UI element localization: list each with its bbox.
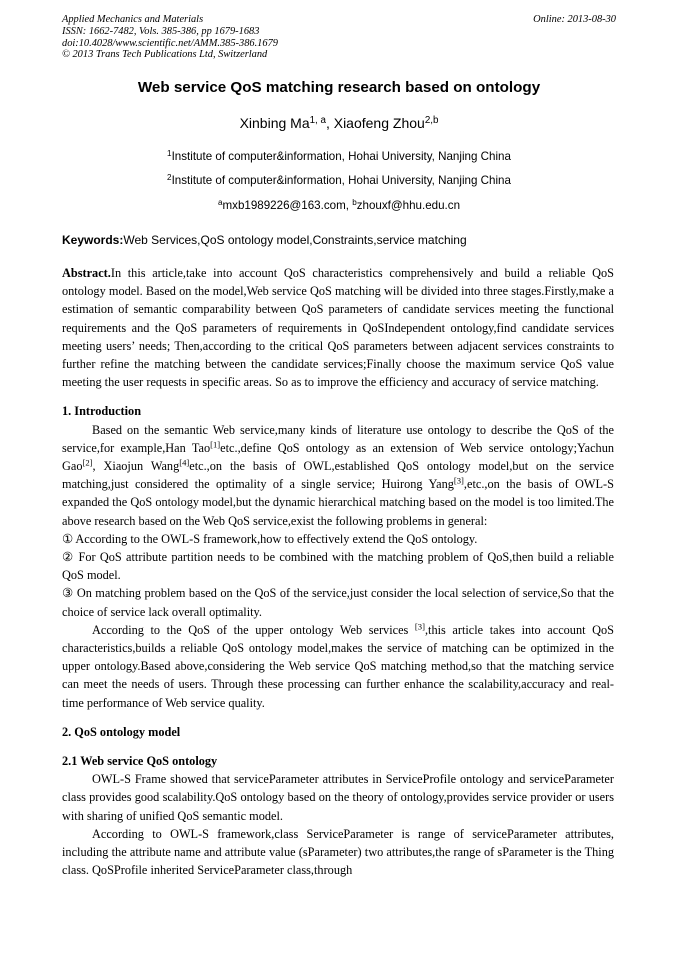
author-2-sup: 2,b — [424, 115, 439, 127]
online-date: Online: 2013-08-30 — [533, 14, 616, 25]
author-2: Xiaofeng Zhou — [333, 115, 425, 131]
section-1-heading: 1. Introduction — [62, 404, 142, 419]
intro-paragraph-1: Based on the semantic Web service,many kinds of literature use ontology to describe the QoS of the service,for example,Han Tao[1]etc.,define QoS ontology as an extension of Web service ontology;Yachun Gao[2], Xiaojun Wang[4]etc.,on the basis of OWL,established QoS ontology model,but on the service matching,just considered the optimality of a single service; Huirong Yang[3],etc.,on the basis of OWL-S expanded the QoS ontology model,but the dynamic hierarchical matching based on the model is too limited.The above research based on the Web QoS service,exist the following problems in general: — [62, 422, 614, 528]
doi: doi:10.4028/www.scientific.net/AMM.385-386.1679 — [62, 37, 278, 49]
list-item-1: ① According to the OWL-S framework,how to effectively extend the QoS ontology. — [62, 531, 478, 546]
author-emails: $^a$mxb1989226@163.com, $^b$zhouxf@hhu.edu.cn — [217, 197, 461, 212]
paper-title: Web service QoS matching research based on ontology — [137, 79, 541, 96]
keywords-text: Web Services,QoS ontology model,Constraints,service matching — [123, 233, 467, 247]
abstract — [62, 264, 614, 391]
copyright: © 2013 Trans Tech Publications Ltd, Switzerland — [62, 49, 268, 61]
citation: [4] — [179, 457, 190, 468]
abstract-text: In this article,take into account QoS characteristics comprehensively and build a reliable QoS ontology model. Based on the model,Web service QoS matching will be divided into three stages.Firstly,make a estimation of semantic comparability between QoS parameters of candidate services meeting the functional requirements and the QoS parameters of requirements in QoSIndependent ontology,find candidate services meeting users’ needs; Then,according to the critical QoS parameters between adjacent services constraints to further refine the matching between the candidate services;Finally choose the maximum service QoS value meeting the user requests in specific areas. So as to improve the efficiency and accuracy of service matching. — [62, 266, 614, 390]
journal-header — [62, 14, 278, 61]
section-2-paragraph-2: According to OWL-S framework,class ServiceParameter is range of serviceParameter attributes, including the attribute name and attribute value (sParameter) two attributes,the range of sParameter is the Thing class. QoSProfile inherited ServiceParameter class,through — [62, 826, 614, 878]
issn: ISSN: 1662-7482, Vols. 385-386, pp 1679-1683 — [62, 25, 260, 37]
keywords — [62, 233, 467, 247]
intro-paragraph-2: According to the QoS of the upper ontology Web services [3],this article takes into account QoS characteristics,builds a reliable QoS ontology model,makes the service of matching can be optimized in the upper ontology.Based above,considering the Web service QoS matching method,so that the matching service can meet the needs of users. Through these processing can further enhance the scalability,accuracy and real-time performance of Web service quality. — [62, 621, 614, 710]
authors — [0, 115, 678, 131]
affiliation-2: $^2$Institute of computer&information, Hohai University, Nanjing China — [167, 172, 511, 187]
paper-body — [62, 264, 614, 880]
citation: [3] — [453, 475, 464, 486]
list-item-3: ③ On matching problem based on the QoS of the service,just consider the local selection of service,So that the choice of service lack overall optimality. — [62, 586, 614, 619]
citation: [1] — [210, 439, 221, 450]
citation: [2] — [82, 457, 93, 468]
citation: [3] — [414, 621, 425, 632]
section-2-heading: 2. QoS ontology model — [62, 724, 181, 739]
affiliation-1: $^1$Institute of computer&information, Hohai University, Nanjing China — [167, 148, 511, 163]
author-1-sup: 1, a — [309, 115, 326, 127]
email-a: mxb1989226@163.com, — [222, 199, 353, 212]
journal-name: Applied Mechanics and Materials — [62, 14, 204, 25]
abstract-label: Abstract. — [62, 266, 111, 280]
subsection-2-1-heading: 2.1 Web service QoS ontology — [62, 754, 218, 769]
section-2-paragraph-1: OWL-S Frame showed that serviceParameter attributes in ServiceProfile ontology and serviceParameter class provides good scalability.QoS ontology based on the theory of ontology,provides service provider or users with sharing of unified QoS semantic model. — [62, 772, 614, 823]
list-item-2: ② For QoS attribute partition needs to be combined with the matching problem of QoS,then build a reliable QoS model. — [62, 550, 614, 583]
keywords-label: Keywords: — [62, 233, 124, 247]
author-separator: , — [325, 115, 334, 131]
email-b: zhouxf@hhu.edu.cn — [356, 199, 461, 212]
author-1: Xinbing Ma — [239, 115, 310, 131]
